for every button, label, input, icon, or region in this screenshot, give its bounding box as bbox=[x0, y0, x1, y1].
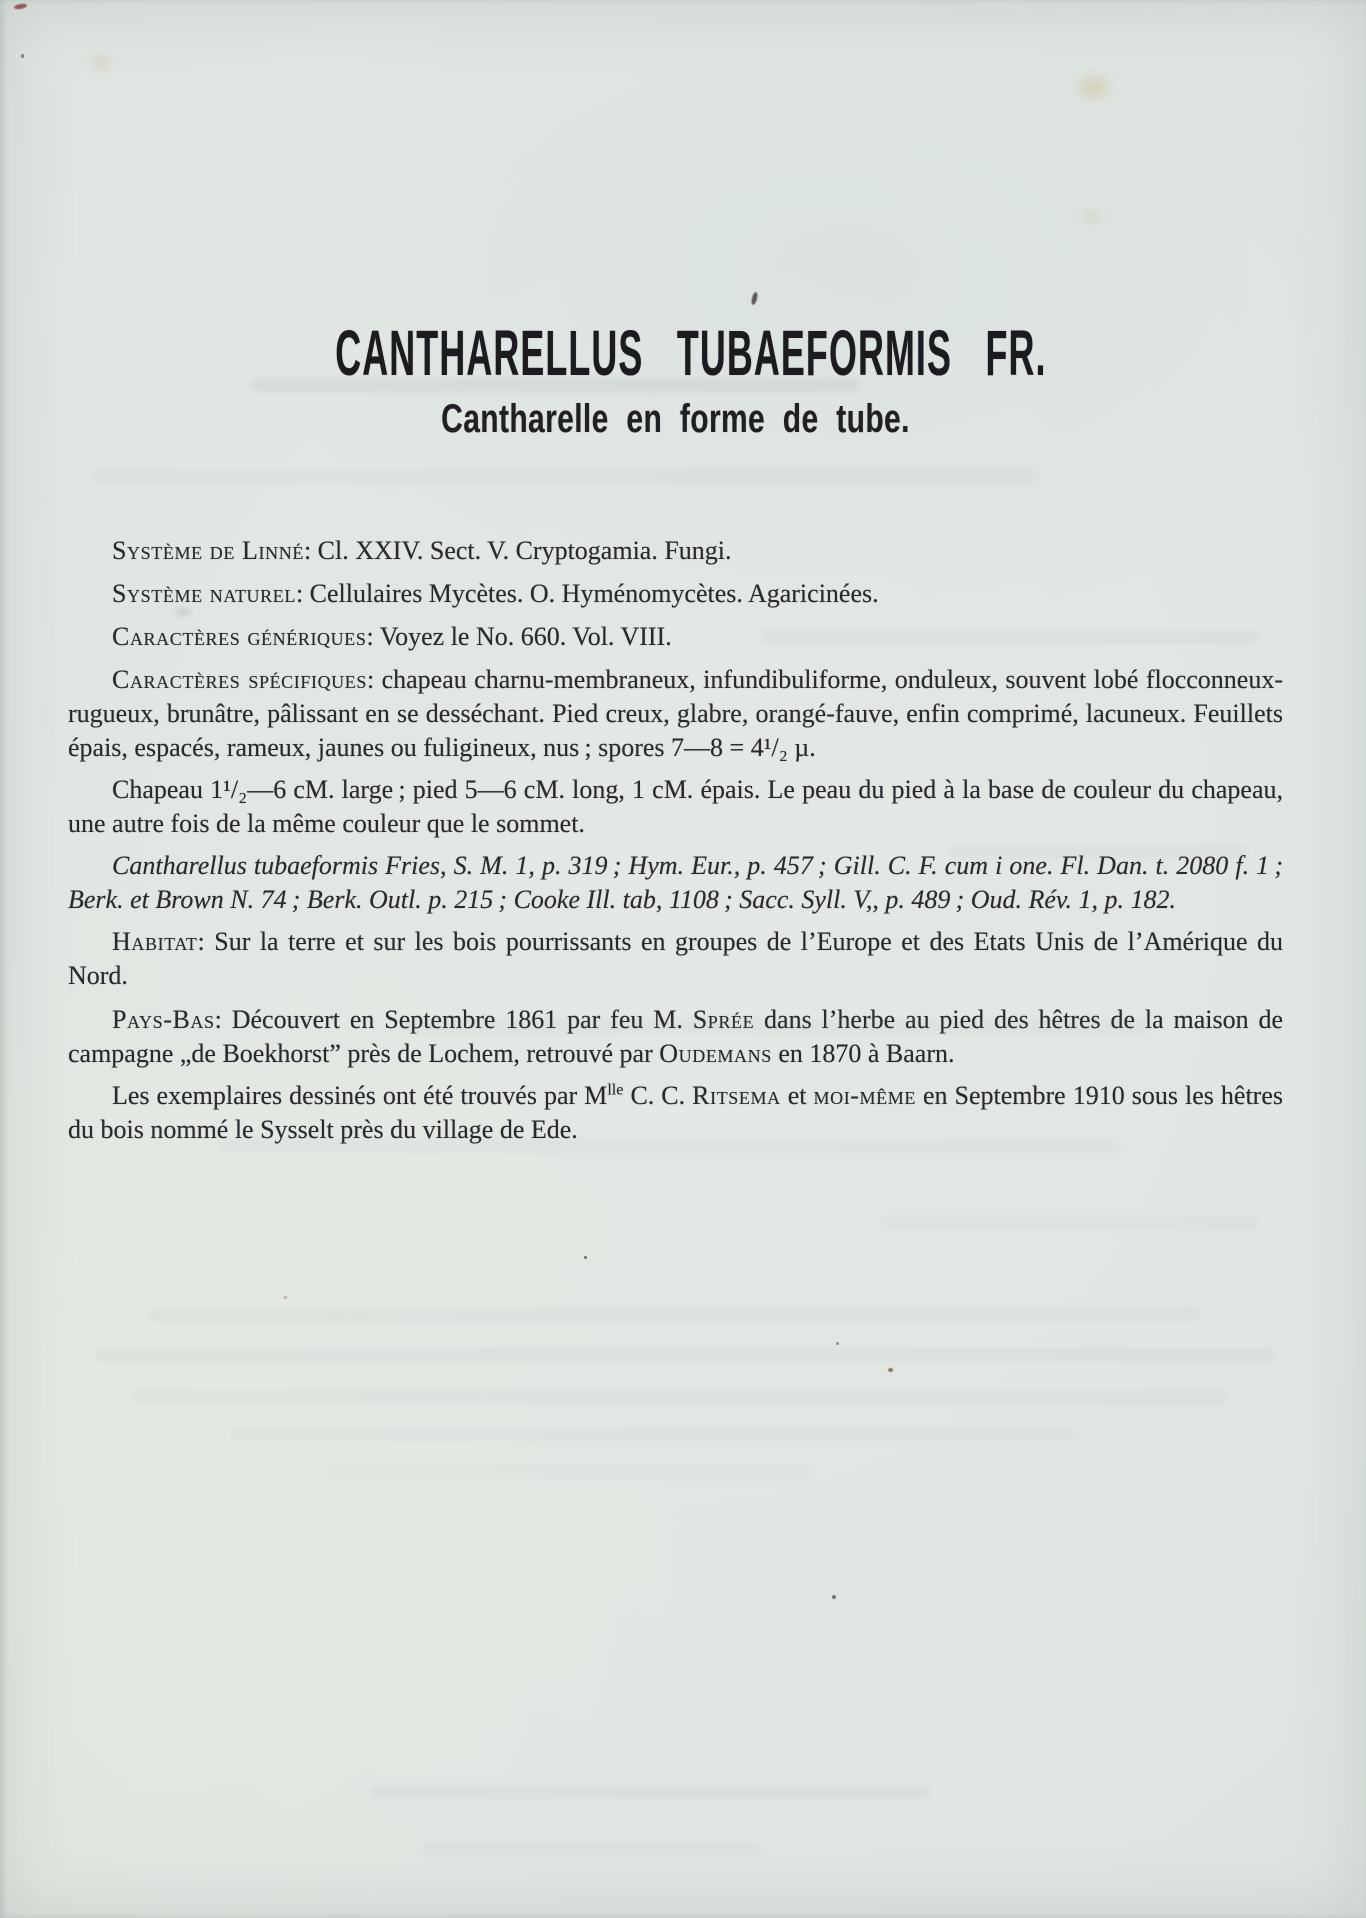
paper-stain bbox=[832, 1595, 836, 1599]
text-segment: Pays-Bas bbox=[112, 1005, 215, 1034]
text-segment: Chapeau 1¹/₂—6 cM. large ; pied 5—6 cM. long, 1 cM. épais. Le peau du pied à la base de couleur du chapeau, une autre fois de la même couleur que le sommet. bbox=[68, 775, 1283, 838]
paragraph bbox=[68, 925, 1283, 993]
paragraph bbox=[68, 1079, 1283, 1147]
paragraph bbox=[68, 773, 1283, 841]
text-segment: C. C. bbox=[623, 1081, 693, 1110]
page-subtitle: Cantharelle en forme de tube. bbox=[441, 397, 910, 441]
text-segment: Les exemplaires dessinés ont été trouvés par M bbox=[112, 1081, 608, 1110]
text-segment: Ritsema bbox=[692, 1081, 781, 1110]
text-segment: Cantharellus tubaeformis Fries, S. M. 1, p. 319 ; Hym. Eur., p. 457 ; Gill. C. F. cum i one. Fl. Dan. t. 2080 f. 1 ; Berk. et Brown N. 74 ; Berk. Outl. p. 215 ; Cooke Ill. tab, 1108 ; Sacc. Syll. V,, p. 489 ; Oud. Rév. 1, p. 182. bbox=[68, 851, 1283, 914]
bleedthrough-smudge bbox=[130, 1390, 1230, 1404]
bleedthrough-smudge bbox=[230, 1428, 1080, 1441]
paper-stain bbox=[836, 1342, 839, 1345]
paragraph bbox=[68, 663, 1283, 765]
text-segment: : Voyez le No. 660. Vol. VIII. bbox=[366, 622, 672, 651]
text-segment: dans l’herbe au pied des hêtres de la maison de campagne „de Boekhorst” près de Lochem, retrouvé par bbox=[68, 1005, 1283, 1068]
text-segment: Habitat bbox=[112, 927, 198, 956]
text-segment: moi-même bbox=[813, 1081, 916, 1110]
text-segment: : Cl. XXIV. Sect. V. Cryptogamia. Fungi. bbox=[303, 536, 732, 565]
bleedthrough-smudge bbox=[95, 1348, 1275, 1362]
bleedthrough-smudge bbox=[370, 1786, 930, 1799]
paper-stain bbox=[21, 54, 24, 58]
text-block bbox=[68, 0, 1283, 1155]
body-text bbox=[68, 534, 1283, 1147]
text-segment: : Cellulaires Mycètes. O. Hyménomycètes. Agaricinées. bbox=[295, 579, 879, 608]
paragraph bbox=[68, 534, 1283, 568]
text-segment: Système de Linné bbox=[112, 536, 304, 565]
paper-stain bbox=[584, 1256, 587, 1259]
text-segment: Caractères génériques bbox=[112, 622, 367, 651]
bleedthrough-smudge bbox=[880, 1216, 1260, 1229]
text-segment: lle bbox=[607, 1081, 624, 1099]
paragraph bbox=[68, 1003, 1283, 1071]
text-segment: Système naturel bbox=[112, 579, 296, 608]
bleedthrough-smudge bbox=[420, 1843, 760, 1855]
text-segment: : Sur la terre et sur les bois pourrissants en groupes de l’Europe et des Etats Unis de l’Amérique du Nord. bbox=[68, 927, 1283, 990]
paper-stain bbox=[284, 1296, 287, 1299]
text-segment: Sprée bbox=[692, 1005, 755, 1034]
paper-stain bbox=[888, 1368, 893, 1372]
text-segment: en Septembre 1910 sous les hêtres du bois nommé le Sysselt près du village de Ede. bbox=[68, 1081, 1283, 1144]
paragraph bbox=[68, 620, 1283, 654]
paper-stain bbox=[14, 3, 28, 10]
paragraph bbox=[68, 849, 1283, 917]
bleedthrough-smudge bbox=[150, 1308, 1200, 1322]
text-segment: : Découvert en Septembre 1861 par feu M. bbox=[214, 1005, 693, 1034]
text-segment: Caractères spécifiques bbox=[112, 665, 367, 694]
text-segment: et bbox=[780, 1081, 814, 1110]
page-title: CANTHARELLUS TUBAEFORMIS FR. bbox=[335, 317, 1047, 389]
paragraph bbox=[68, 577, 1283, 611]
text-segment: : chapeau charnu-membraneux, infundibuliforme, onduleux, souvent lobé flocconneux-rugueux, brunâtre, pâlissant en se desséchant. Pied creux, glabre, orangé-fauve, enfin comprimé, lacuneux. Feuillets épais, espacés, rameux, jaunes ou fuligineux, nus ; spores 7—8 = 4¹/₂ µ. bbox=[68, 665, 1283, 762]
bleedthrough-smudge bbox=[330, 1465, 810, 1478]
text-segment: Oudemans bbox=[659, 1039, 772, 1068]
text-segment: en 1870 à Baarn. bbox=[771, 1039, 955, 1068]
